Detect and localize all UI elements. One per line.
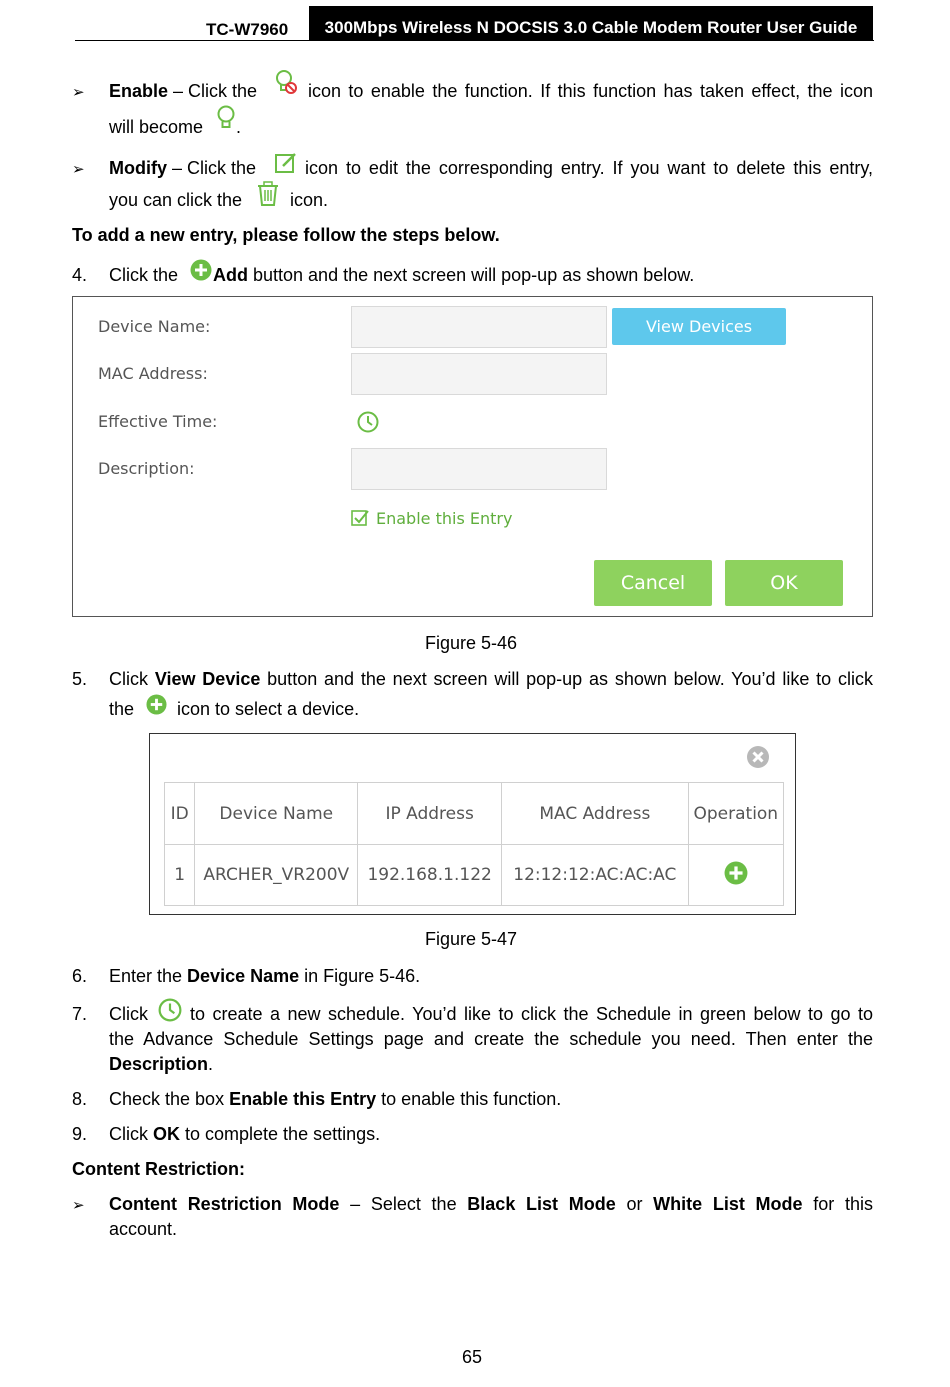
step7-line3	[109, 1053, 213, 1075]
add-circle-icon	[190, 259, 212, 281]
enable-dash-text: – Click the	[168, 81, 258, 101]
device-name-label: Device Name:	[98, 317, 211, 336]
step6-device-name-term: Device Name	[187, 966, 300, 986]
heading-content-restriction: Content Restriction:	[72, 1159, 245, 1179]
step7-description-term: Description	[109, 1054, 209, 1074]
step5-number: 5.	[72, 669, 88, 689]
step7-pre: Click	[109, 1004, 148, 1024]
enable-entry-label[interactable]: Enable this Entry	[376, 509, 513, 528]
step5-line2-post: icon to select a device.	[177, 699, 360, 719]
step8-post: to enable this function.	[376, 1089, 562, 1109]
step9-number: 9.	[72, 1124, 88, 1144]
step6-text	[109, 965, 420, 987]
bullet-arrow-icon: ➢	[72, 161, 85, 178]
mac-address-label: MAC Address:	[98, 364, 208, 383]
mac-address-input[interactable]	[351, 353, 607, 395]
column-header-mac-address: MAC Address	[502, 783, 689, 845]
column-header-device-name: Device Name	[195, 783, 358, 845]
step9-ok-term: OK	[153, 1124, 180, 1144]
description-input[interactable]	[351, 448, 607, 490]
step5-pre: Click	[109, 669, 155, 689]
bulb-off-icon	[274, 69, 300, 97]
content-mode-for: for this	[802, 1194, 873, 1214]
bulb-on-icon	[216, 105, 236, 131]
clock-icon	[158, 998, 182, 1022]
step4-pre: Click the	[109, 265, 179, 285]
column-header-id: ID	[165, 783, 195, 845]
table-header-row	[165, 783, 784, 845]
modify-term: Modify	[109, 158, 167, 178]
bullet-arrow-icon: ➢	[72, 84, 85, 101]
modify-line1-rest: icon to edit the corresponding entry. If you want to delete this entry,	[305, 158, 873, 178]
cancel-button[interactable]: Cancel	[594, 560, 712, 606]
cell-id: 1	[165, 845, 195, 906]
enable-term: Enable	[109, 81, 169, 101]
cell-mac-address: 12:12:12:AC:AC:AC	[502, 845, 689, 906]
select-device-add-icon[interactable]	[724, 861, 748, 885]
bullet-arrow-icon: ➢	[72, 1197, 85, 1214]
column-header-ip-address: IP Address	[358, 783, 502, 845]
close-icon[interactable]	[746, 745, 770, 769]
header-title: 300Mbps Wireless N DOCSIS 3.0 Cable Modem Router User Guide	[309, 6, 873, 40]
step4-post: button and the next screen will pop-up as shown below.	[248, 265, 695, 285]
modify-line1	[109, 157, 256, 179]
step6-pre: Enter the	[109, 966, 188, 986]
ok-button[interactable]: OK	[725, 560, 843, 606]
step8-number: 8.	[72, 1089, 88, 1109]
figure-5-46-form	[72, 296, 873, 617]
device-table	[164, 782, 784, 906]
enable-line1-rest: icon to enable the function. If this function has taken effect, the icon	[308, 81, 873, 101]
content-mode-term: Content Restriction Mode	[109, 1194, 340, 1214]
figure-5-47-caption: Figure 5-47	[425, 929, 518, 949]
modify-line2-end: icon.	[290, 190, 329, 210]
step9-pre: Click	[109, 1124, 153, 1144]
add-circle-icon	[146, 694, 167, 715]
step5-line2-pre: the	[109, 699, 135, 719]
header-rule	[75, 40, 874, 41]
modify-dash-text: – Click the	[167, 158, 257, 178]
description-label: Description:	[98, 459, 195, 478]
edit-icon	[274, 151, 298, 175]
trash-icon	[256, 181, 280, 207]
cell-ip-address: 192.168.1.122	[358, 845, 502, 906]
step6-number: 6.	[72, 966, 88, 986]
black-list-mode-term: Black List Mode	[467, 1194, 616, 1214]
step4-add-term: Add	[213, 265, 248, 285]
effective-time-label: Effective Time:	[98, 412, 218, 431]
modify-line2: you can click the	[109, 190, 243, 210]
enable-entry-checkbox[interactable]	[351, 509, 369, 527]
figure-5-47-device-list	[149, 733, 796, 915]
step8-enable-entry-term: Enable this Entry	[229, 1089, 377, 1109]
step4-number: 4.	[72, 265, 88, 285]
content-mode-mid: – Select the	[339, 1194, 468, 1214]
enable-line1	[109, 80, 257, 102]
heading-add-entry: To add a new entry, please follow the steps below.	[72, 225, 500, 245]
white-list-mode-term: White List Mode	[653, 1194, 803, 1214]
content-mode-or: or	[615, 1194, 654, 1214]
step4-text	[213, 264, 694, 286]
content-mode-line1	[109, 1193, 873, 1215]
figure-5-46-caption: Figure 5-46	[425, 633, 518, 653]
step9-text	[109, 1123, 380, 1145]
step7-line2: the Advance Schedule Settings page and create the schedule you need. Then enter the	[109, 1029, 873, 1049]
content-mode-line2: account.	[109, 1219, 178, 1239]
step8-text	[109, 1088, 561, 1110]
step7-end: .	[208, 1054, 214, 1074]
clock-icon[interactable]	[357, 411, 379, 433]
step5-view-device-term: View Device	[154, 669, 261, 689]
column-header-operation: Operation	[688, 783, 783, 845]
enable-period: .	[236, 117, 242, 137]
page-number: 65	[462, 1347, 483, 1367]
step9-post: to complete the settings.	[180, 1124, 381, 1144]
step7-line1: to create a new schedule. You’d like to click the Schedule in green below to go to	[190, 1004, 873, 1024]
cell-operation	[688, 845, 783, 906]
step6-post: in Figure 5-46.	[299, 966, 421, 986]
step8-pre: Check the box	[109, 1089, 230, 1109]
device-name-input[interactable]	[351, 306, 607, 348]
step7-number: 7.	[72, 1004, 88, 1024]
table-row	[165, 845, 784, 906]
header-model: TC-W7960	[206, 20, 289, 39]
enable-line2: will become	[109, 117, 204, 137]
view-devices-button[interactable]: View Devices	[612, 308, 786, 345]
step5-post: button and the next screen will pop-up as shown below. You’d like to click	[260, 669, 873, 689]
cell-device-name: ARCHER_VR200V	[195, 845, 358, 906]
step5-line1	[109, 668, 873, 690]
